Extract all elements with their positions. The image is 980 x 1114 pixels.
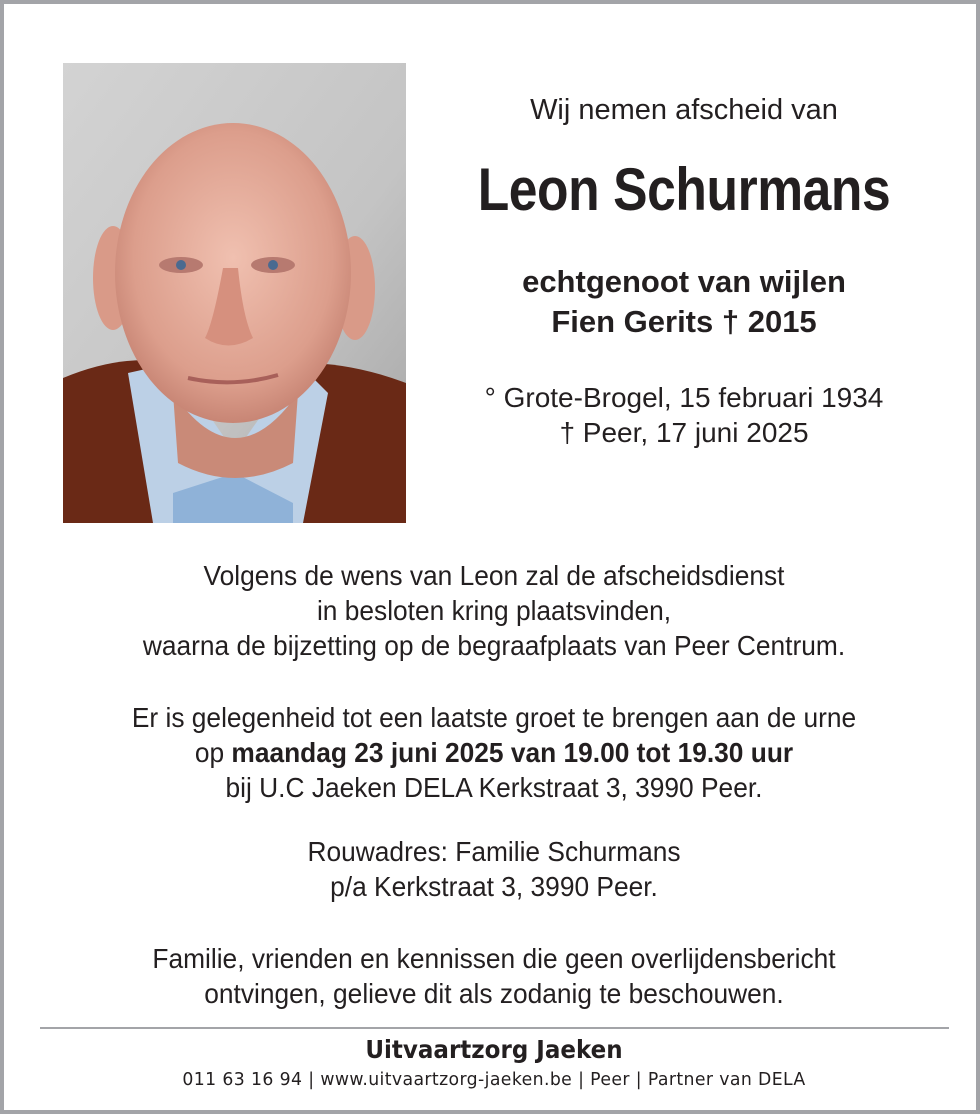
city: Peer xyxy=(590,1069,630,1090)
footer-divider xyxy=(40,1027,949,1029)
visitation-line-3: bij U.C Jaeken DELA Kerkstraat 3, 3990 Peer. xyxy=(225,772,763,803)
spouse-line-1: echtgenoot van wijlen xyxy=(522,264,846,299)
funeral-home-name: Uitvaartzorg Jaeken xyxy=(365,1035,623,1064)
spouse-info xyxy=(424,262,944,342)
deceased-name: Leon Schurmans xyxy=(477,156,891,223)
notice-paragraph xyxy=(71,941,917,1011)
visitation-line-2 xyxy=(71,735,917,770)
separator: | xyxy=(629,1069,648,1090)
address-line-2: p/a Kerkstraat 3, 3990 Peer. xyxy=(330,871,658,902)
portrait-illustration-icon xyxy=(63,63,406,523)
service-line-1: Volgens de wens van Leon zal de afscheidsdienst xyxy=(203,560,785,591)
mourning-address xyxy=(71,834,917,904)
separator: | xyxy=(302,1069,321,1090)
funeral-home-contact xyxy=(43,1067,945,1093)
visitation-prefix: op xyxy=(194,737,232,768)
portrait-photo xyxy=(63,63,406,523)
birth-date: ° Grote-Brogel, 15 februari 1934 xyxy=(484,382,884,413)
address-line-1: Rouwadres: Familie Schurmans xyxy=(307,836,681,867)
service-line-2: in besloten kring plaatsvinden, xyxy=(316,595,672,626)
phone-number: 011 63 16 94 xyxy=(182,1069,303,1090)
notice-line-1: Familie, vrienden en kennissen die geen overlijdensbericht xyxy=(152,943,836,974)
visitation-paragraph xyxy=(71,700,917,805)
partner: Partner van DELA xyxy=(647,1069,806,1090)
visitation-line-1: Er is gelegenheid tot een laatste groet te brengen aan de urne xyxy=(131,702,857,733)
service-paragraph xyxy=(71,558,917,663)
notice-line-2: ontvingen, gelieve dit als zodanig te beschouwen. xyxy=(204,978,784,1009)
death-date: † Peer, 17 juni 2025 xyxy=(559,417,809,448)
separator: | xyxy=(572,1069,591,1090)
visitation-datetime: maandag 23 juni 2025 van 19.00 tot 19.30 uur xyxy=(231,737,794,768)
website-link[interactable]: www.uitvaartzorg-jaeken.be xyxy=(320,1069,573,1090)
life-dates xyxy=(424,380,944,450)
intro-text: Wij nemen afscheid van xyxy=(530,94,838,126)
service-line-3: waarna de bijzetting op de begraafplaats van Peer Centrum. xyxy=(142,630,846,661)
spouse-line-2: Fien Gerits † 2015 xyxy=(551,304,817,339)
